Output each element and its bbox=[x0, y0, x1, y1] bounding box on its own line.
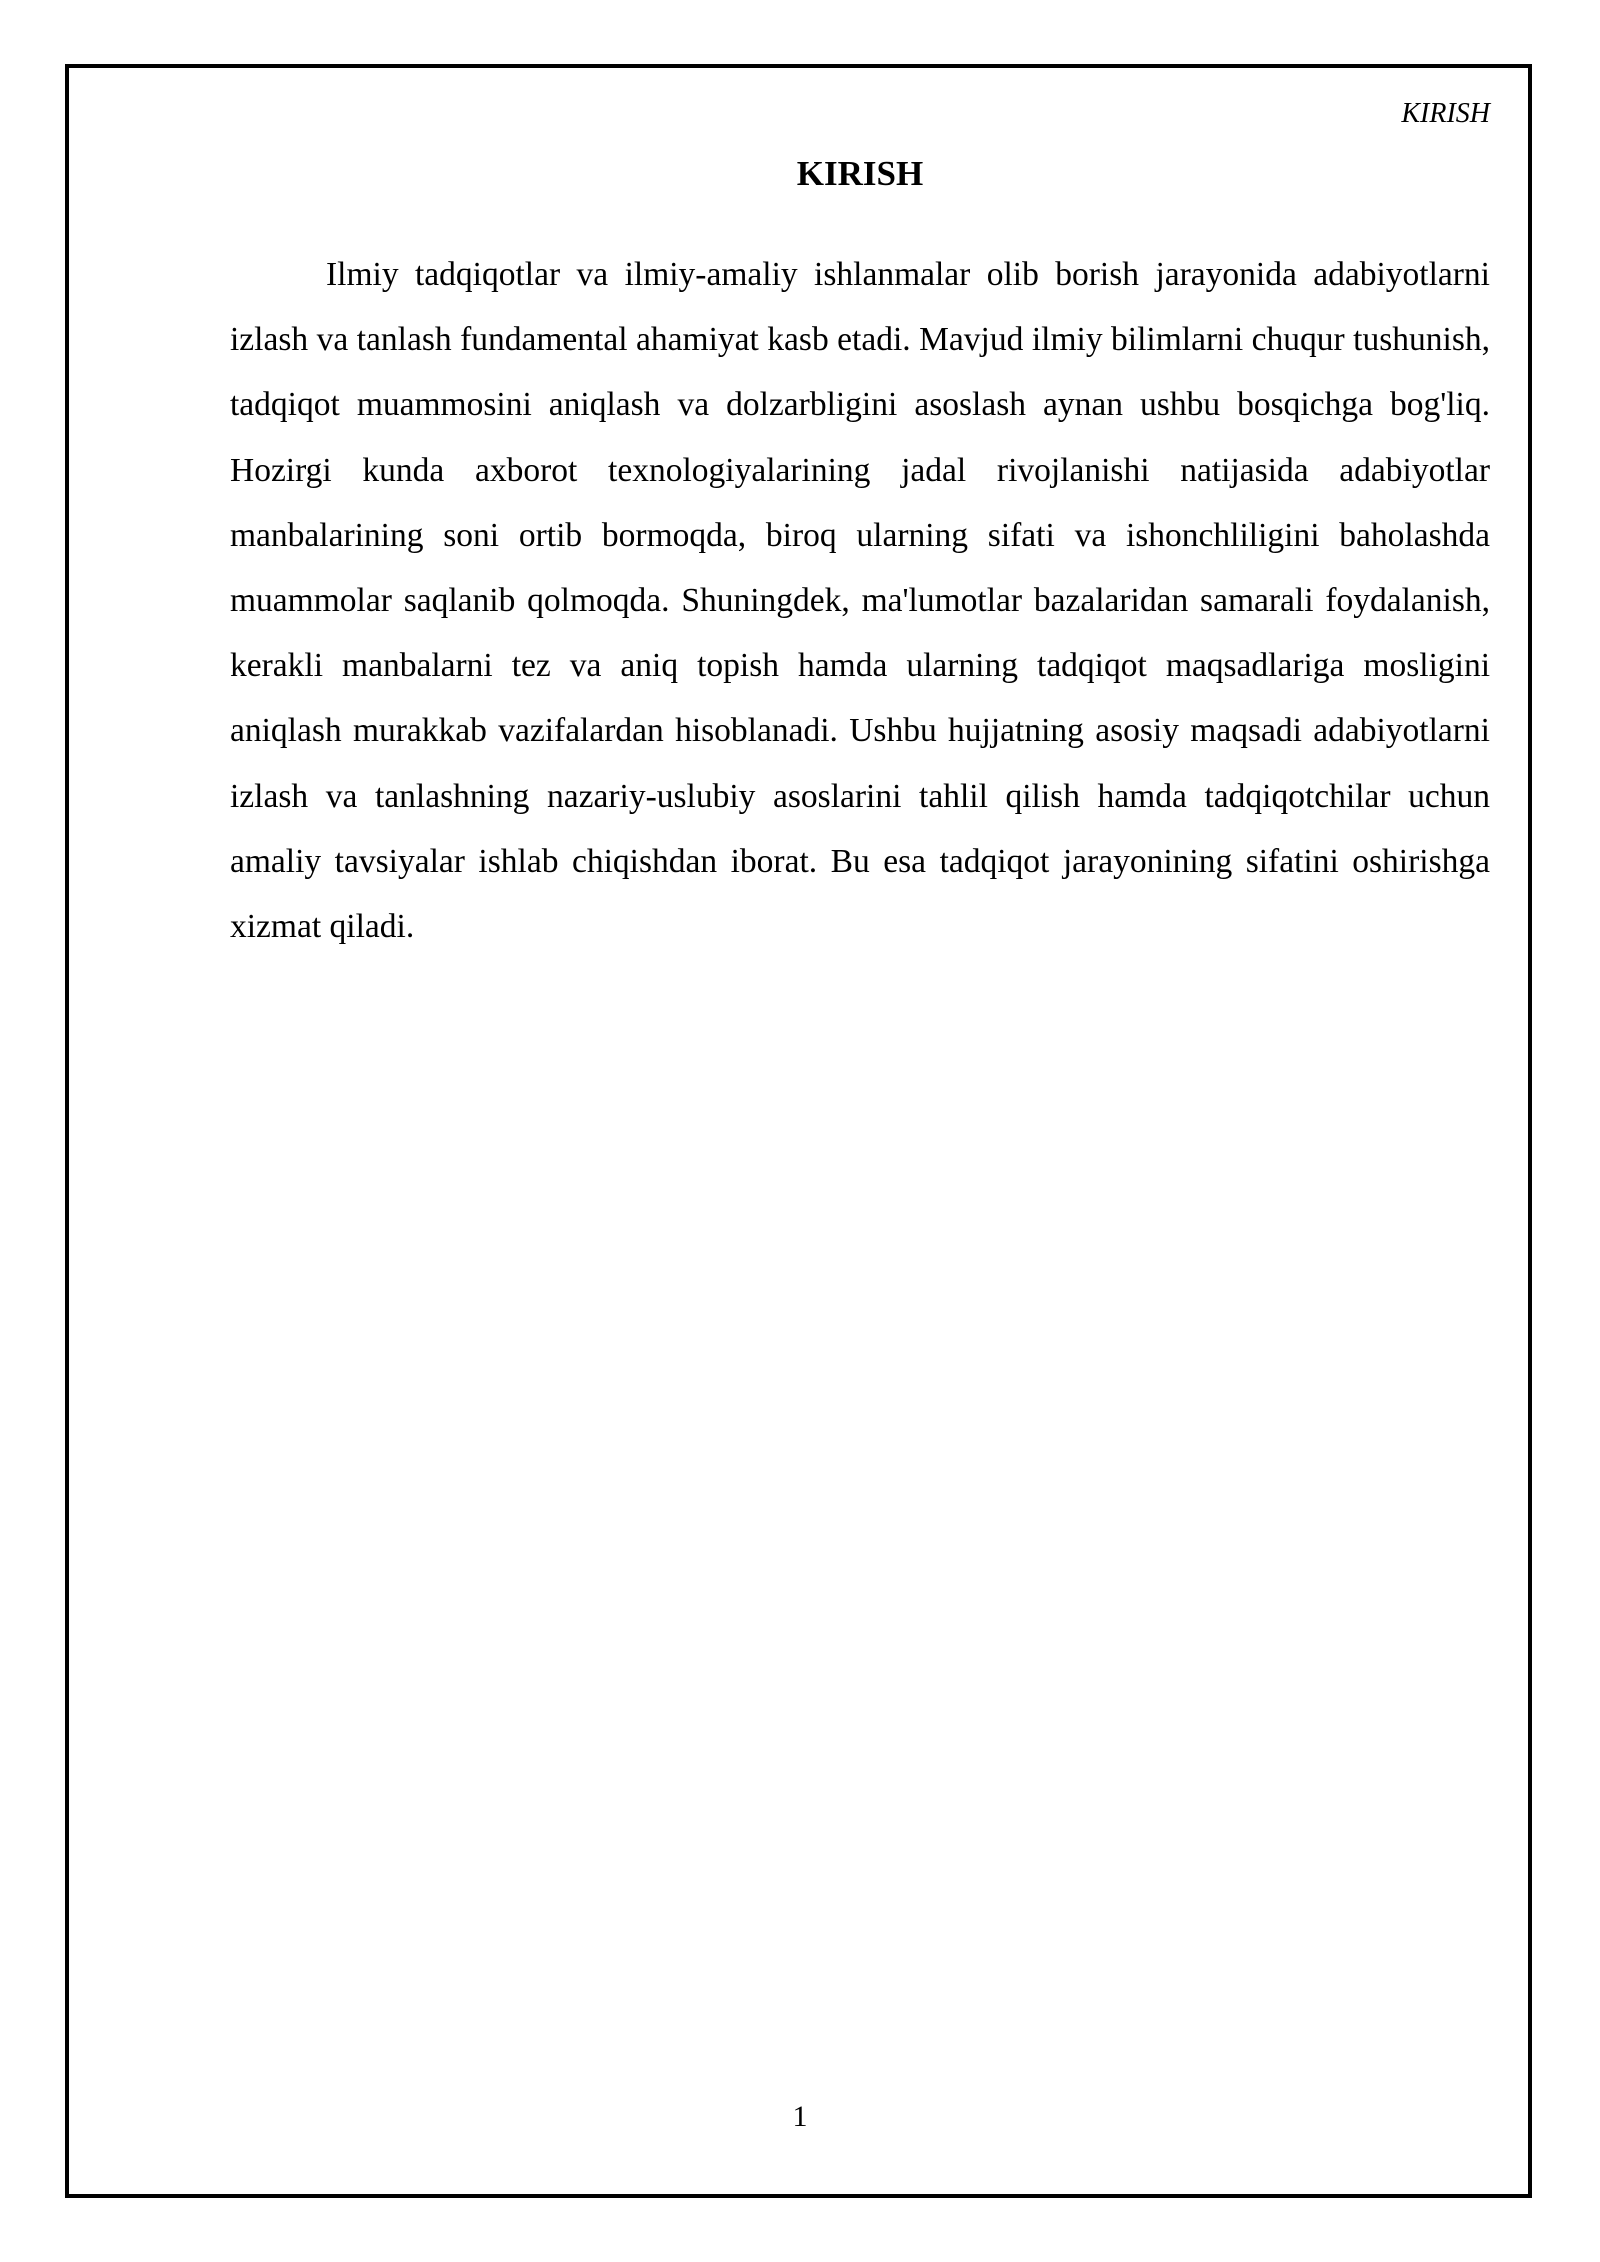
document-title: KIRISH bbox=[796, 154, 924, 193]
page-number: 1 bbox=[792, 2100, 808, 2133]
body-paragraph: Ilmiy tadqiqotlar va ilmiy-amaliy ishlanmalar olib borish jarayonida adabiyotlarni izlash va tanlash fundamental ahamiyat kasb etadi. Mavjud ilmiy bilimlarni chuqur tushunish, tadqiqot muammosini aniqlash va dolzarbligini asoslash aynan ushbu bosqichga bog'liq. Hozirgi kunda axborot texnologiyalarining jadal rivojlanishi natijasida adabiyotlar manbalarining soni ortib bormoqda, biroq ularning sifati va ishonchliligini baholashda muammolar saqlanib qolmoqda. Shuningdek, ma'lumotlar bazalaridan samarali foydalanish, kerakli manbalarni tez va aniq topish hamda ularning tadqiqot maqsadlariga mosligini aniqlash murakkab vazifalardan hisoblanadi. Ushbu hujjatning asosiy maqsadi adabiyotlarni izlash va tanlashning nazariy-uslubiy asoslarini tahlil qilish hamda tadqiqotchilar uchun amaliy tavsiyalar ishlab chiqishdan iborat. Bu esa tadqiqot jarayonining sifatini oshirishga xizmat qiladi. bbox=[230, 256, 1490, 946]
running-header: KIRISH bbox=[1401, 98, 1490, 129]
